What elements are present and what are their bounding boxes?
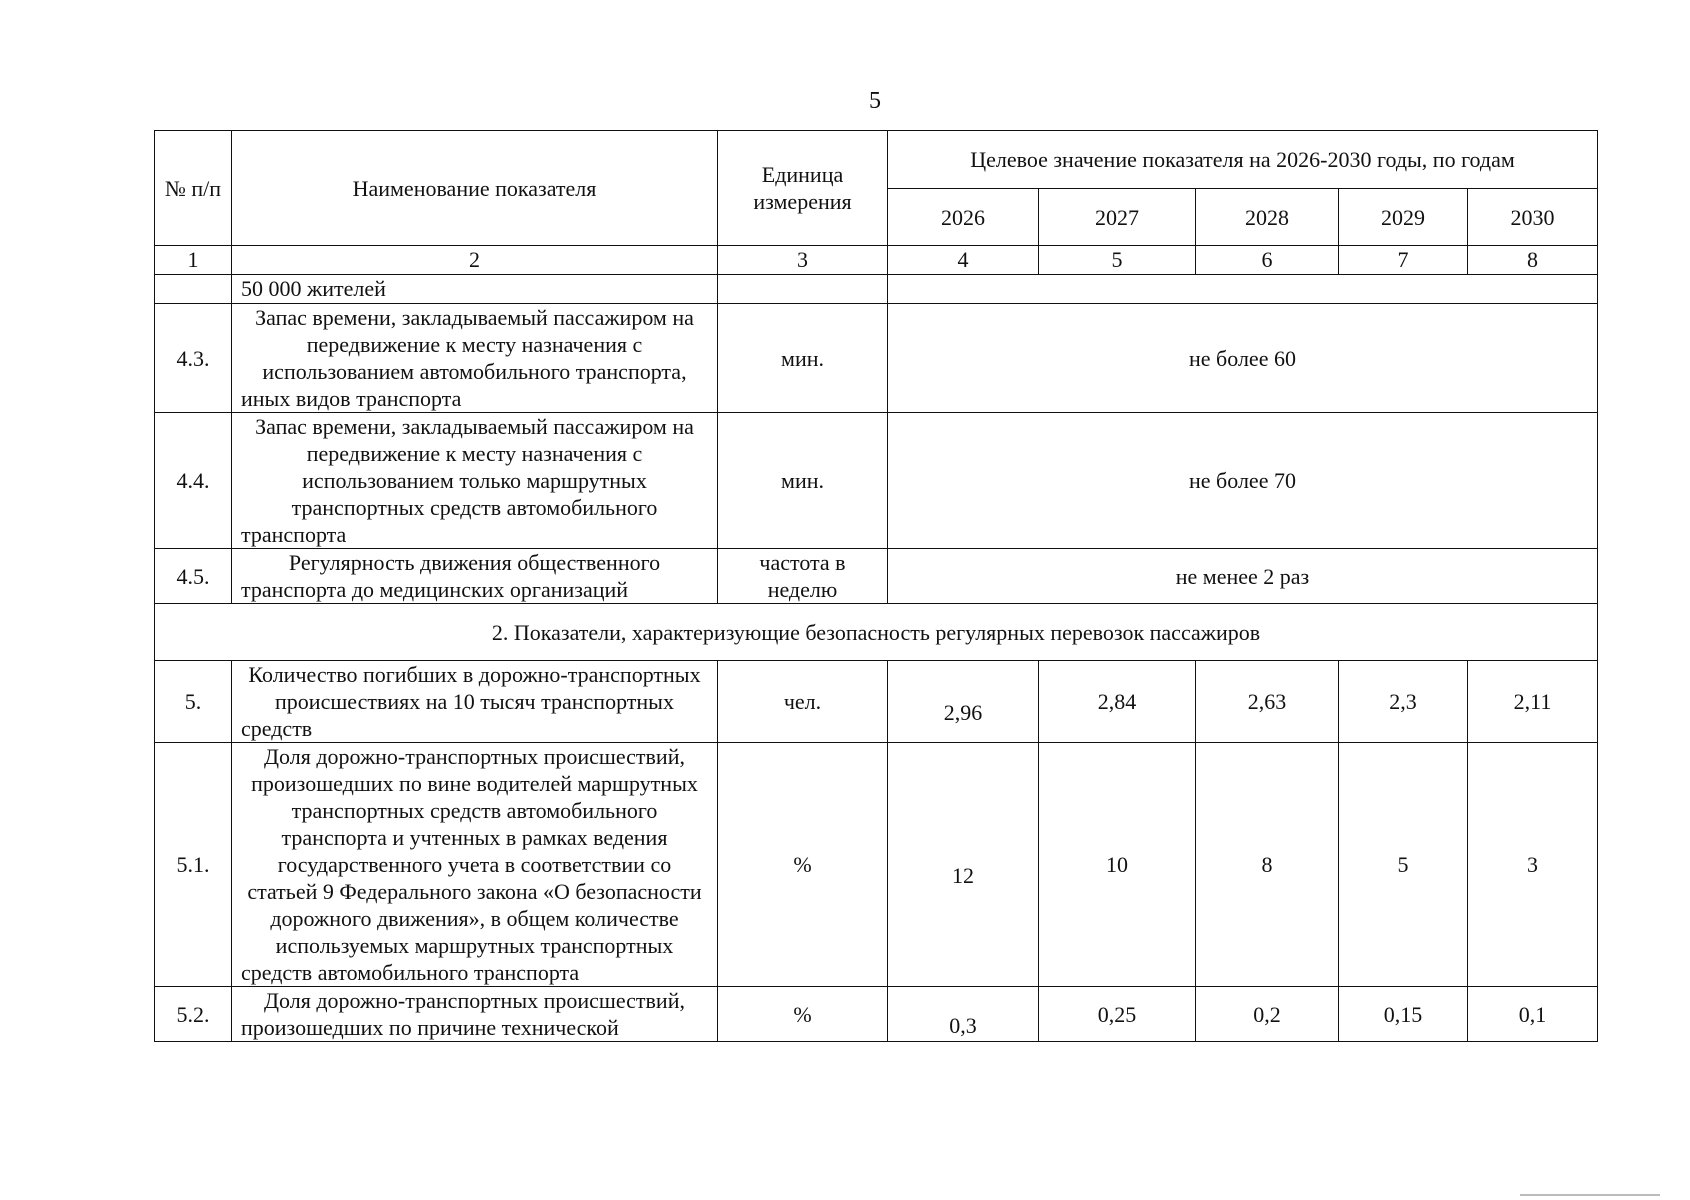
year-2028: 2028 <box>1196 189 1339 246</box>
header-unit: Единица измерения <box>718 131 888 246</box>
row-unit: % <box>718 987 888 1042</box>
header-no: № п/п <box>155 131 232 246</box>
table-row-5-2 <box>155 987 1598 1042</box>
table-row-4-4 <box>155 413 1598 549</box>
value-2030: 0,1 <box>1468 987 1598 1042</box>
page-number: 5 <box>869 88 881 114</box>
row-name: Количество погибших в дорожно-транспортных происшествиях на 10 тысяч транспортных средств <box>232 661 718 743</box>
row-name: Доля дорожно-транспортных происшествий, произошедших по вине водителей маршрутных транспортных средств автомобильного транспорта и учтенных в рамках ведения государственного учета в соответствии со статьей 9 Федерального закона «О безопасности дорожного движения», в общем количестве используемых маршрутных транспортных средств автомобильного транспорта <box>232 743 718 987</box>
header-target: Целевое значение показателя на 2026-2030 годы, по годам <box>888 131 1598 189</box>
row-no: 4.4. <box>155 413 232 549</box>
table-row-5 <box>155 661 1598 743</box>
value-2028: 2,63 <box>1196 661 1339 743</box>
col-num: 2 <box>232 246 718 275</box>
row-name: Запас времени, закладываемый пассажиром на передвижение к месту назначения с использованием автомобильного транспорта, иных видов транспорта <box>232 304 718 413</box>
value-2029: 5 <box>1339 743 1468 987</box>
value-2030: 2,11 <box>1468 661 1598 743</box>
column-numbers-row <box>155 246 1598 275</box>
table-row-5-1 <box>155 743 1598 987</box>
value-2026: 0,3 <box>888 987 1039 1042</box>
value-2026: 12 <box>888 743 1039 987</box>
indicators-table <box>154 130 1598 1042</box>
value-2027: 0,25 <box>1039 987 1196 1042</box>
year-2027: 2027 <box>1039 189 1196 246</box>
row-unit: мин. <box>718 304 888 413</box>
row-no: 5.1. <box>155 743 232 987</box>
year-2026: 2026 <box>888 189 1039 246</box>
scan-edge-mark <box>1520 1194 1660 1196</box>
col-num: 6 <box>1196 246 1339 275</box>
row-unit: % <box>718 743 888 987</box>
value-2026: 2,96 <box>888 661 1039 743</box>
year-2029: 2029 <box>1339 189 1468 246</box>
value-2029: 2,3 <box>1339 661 1468 743</box>
col-num: 1 <box>155 246 232 275</box>
row-unit: чел. <box>718 661 888 743</box>
table-row-4-3 <box>155 304 1598 413</box>
row-unit: частота в неделю <box>718 549 888 604</box>
year-2030: 2030 <box>1468 189 1598 246</box>
row-value: не более 70 <box>888 413 1598 549</box>
value-2029: 0,15 <box>1339 987 1468 1042</box>
row-value: не более 60 <box>888 304 1598 413</box>
col-num: 5 <box>1039 246 1196 275</box>
row-no: 5. <box>155 661 232 743</box>
row-unit: мин. <box>718 413 888 549</box>
col-num: 4 <box>888 246 1039 275</box>
table-row-4-5 <box>155 549 1598 604</box>
value-2030: 3 <box>1468 743 1598 987</box>
row-name: 50 000 жителей <box>232 275 718 304</box>
row-no: 5.2. <box>155 987 232 1042</box>
value-2027: 10 <box>1039 743 1196 987</box>
header-row <box>155 131 1598 189</box>
table-row-continuation <box>155 275 1598 304</box>
section-title: 2. Показатели, характеризующие безопасность регулярных перевозок пассажиров <box>155 604 1598 661</box>
col-num: 8 <box>1468 246 1598 275</box>
section-2-row <box>155 604 1598 661</box>
col-num: 3 <box>718 246 888 275</box>
row-name: Запас времени, закладываемый пассажиром на передвижение к месту назначения с использованием только маршрутных транспортных средств автомобильного транспорта <box>232 413 718 549</box>
row-name: Регулярность движения общественного транспорта до медицинских организаций <box>232 549 718 604</box>
row-no: 4.3. <box>155 304 232 413</box>
value-2028: 8 <box>1196 743 1339 987</box>
value-2028: 0,2 <box>1196 987 1339 1042</box>
header-name: Наименование показателя <box>232 131 718 246</box>
row-name: Доля дорожно-транспортных происшествий, произошедших по причине технической <box>232 987 718 1042</box>
col-num: 7 <box>1339 246 1468 275</box>
row-value: не менее 2 раз <box>888 549 1598 604</box>
row-no: 4.5. <box>155 549 232 604</box>
value-2027: 2,84 <box>1039 661 1196 743</box>
